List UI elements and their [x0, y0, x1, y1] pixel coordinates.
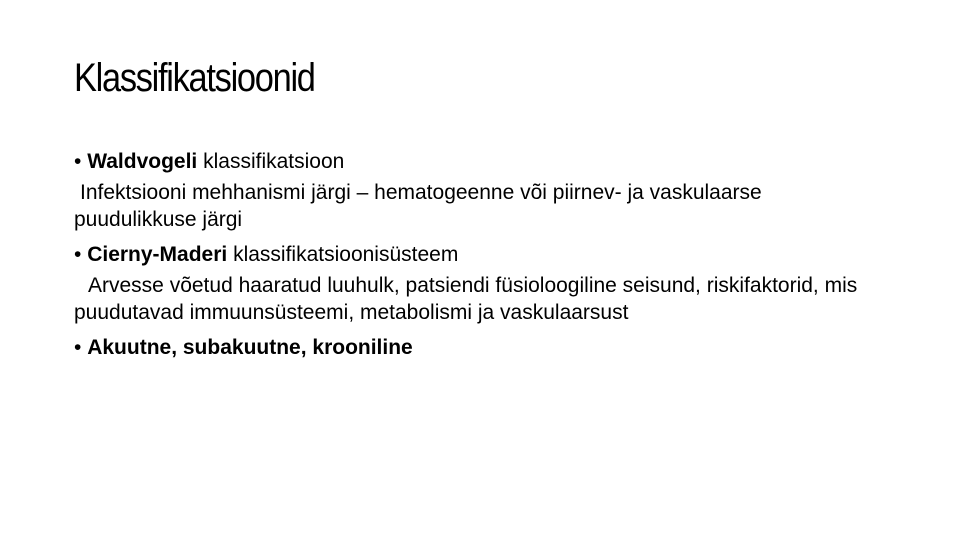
bullet-marker: • [74, 243, 82, 266]
bullet-text: klassifikatsioon [197, 150, 345, 173]
bullet-detail-cierny-mader: Arvesse võetud haaratud luuhulk, patsiendi füsioloogiline seisund, riskifaktorid, mis puudutavad immuunsüsteemi, metabolismi ja vaskulaarsust [74, 274, 858, 324]
bullet-marker: • [74, 336, 82, 359]
bullet-bold-text: Akuutne, subakuutne, krooniline [87, 336, 413, 359]
bullet-item-waldvogel [74, 148, 874, 175]
slide-content [74, 148, 874, 361]
bullet-detail-waldvogel: Infektsiooni mehhanismi järgi – hematogeenne või piirnev- ja vaskulaarse puudulikkuse järgi [74, 181, 762, 231]
slide-title: Klassifikatsioonid [74, 56, 315, 100]
bullet-marker: • [74, 150, 82, 173]
bullet-text: klassifikatsioonisüsteem [227, 243, 459, 266]
bullet-item-cierny-mader [74, 241, 874, 268]
bullet-bold-text: Cierny-Maderi [87, 243, 228, 266]
bullet-item-types [74, 334, 874, 361]
bullet-bold-text: Waldvogeli [87, 150, 198, 173]
